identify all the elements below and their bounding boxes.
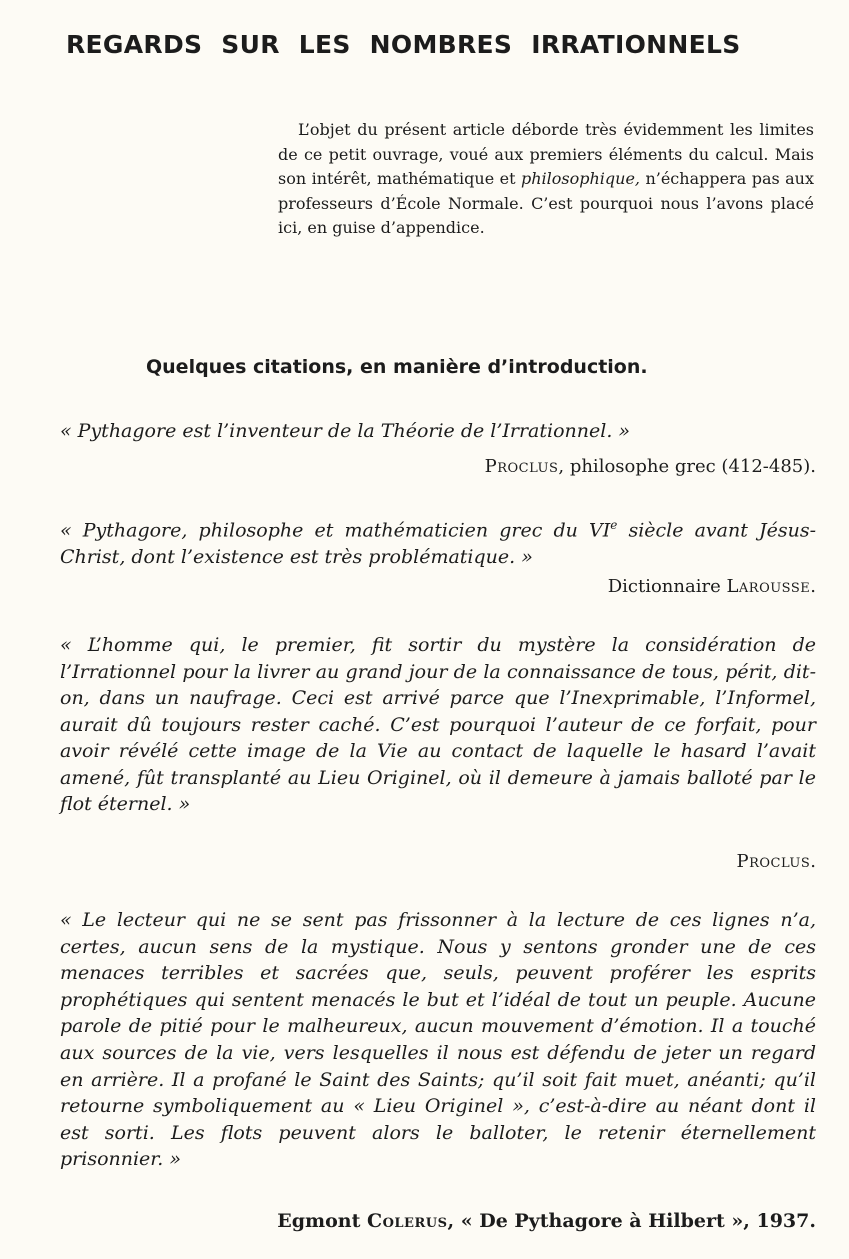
intro-text-part1: L’objet du présent article déborde très évidemment les limites de ce petit ouvrage, voué aux premiers éléments du calcul. Mais son intérêt, mathématique et [278,120,814,189]
quote-1-author-rest: , philosophe grec (412-485). [558,456,816,477]
quote-2-superscript: e [610,518,618,532]
quote-2-text-after: siècle avant Jésus-Christ, dont l’existence est très problématique. » [60,519,816,568]
quote-4-author: Colerus [366,1210,448,1232]
intro-text-part2: n’échappera pas aux professeurs d’École Normale. C’est pourquoi nous l’avons placé ici, en guise d’appendice. [278,169,814,238]
quote-3: « L’homme qui, le premier, fit sortir du mystère la considération de l’Irrationnel pour la livrer au grand jour de la connaissance de tous, périt, dit-on, dans un naufrage. Ceci est arrivé parce que l’Inexprimable, l’Informel, aurait dû toujours rester caché. C’est pourquoi l’auteur de ce forfait, pour avoir révélé cette image de la Vie au contact de laquelle le hasard l’avait amené, fût transplanté au Lieu Originel, où il demeure à jamais balloté par le flot éternel. » [60,634,816,815]
intro-emphasis: philosophique, [520,169,640,189]
quote-3-author: Proclus [736,851,811,872]
quote-2-author-suffix: . [810,576,816,597]
quote-2-attribution [60,576,816,597]
quote-2-text-before: « Pythagore, philosophe et mathématicien grec du VI [60,519,611,542]
quote-1: « Pythagore est l’inventeur de la Théorie de l’Irrationnel. » [60,420,631,442]
quote-2-author-prefix: Dictionnaire [607,576,727,597]
quote-4-attribution [60,1210,816,1232]
quote-4-author-prefix: Egmont [277,1210,367,1232]
quote-4-author-suffix: , « De Pythagore à Hilbert », 1937. [447,1210,816,1232]
quote-3-attribution [60,851,816,872]
section-heading: Quelques citations, en manière d’introduction. [146,356,648,378]
page-title: REGARDS SUR LES NOMBRES IRRATIONNELS [66,30,741,59]
quote-2-author: Larousse [726,576,811,597]
quote-2 [60,512,816,570]
quote-4: « Le lecteur qui ne se sent pas frissonner à la lecture de ces lignes n’a, certes, aucun sens de la mystique. Nous y sentons gronder une de ces menaces terribles et sacrées que, seuls, peuvent proférer les esprits prophétiques qui sentent menacés le but et l’idéal de tout un peuple. Aucune parole de pitié pour le malheureux, aucun mouvement d’émotion. Il a touché aux sources de la vie, vers lesquelles il nous est défendu de jeter un regard en arrière. Il a profané le Saint des Saints; qu’il soit fait muet, anéanti; qu’il retourne symboliquement au « Lieu Originel », c’est-à-dire au néant dont il est sorti. Les flots peuvent alors le balloter, le retenir éternellement prisonnier. » [60,909,816,1171]
quote-1-author: Proclus [484,456,559,477]
quote-3-author-suffix: . [810,851,816,872]
intro-paragraph [278,118,814,241]
quote-1-attribution [60,456,816,477]
